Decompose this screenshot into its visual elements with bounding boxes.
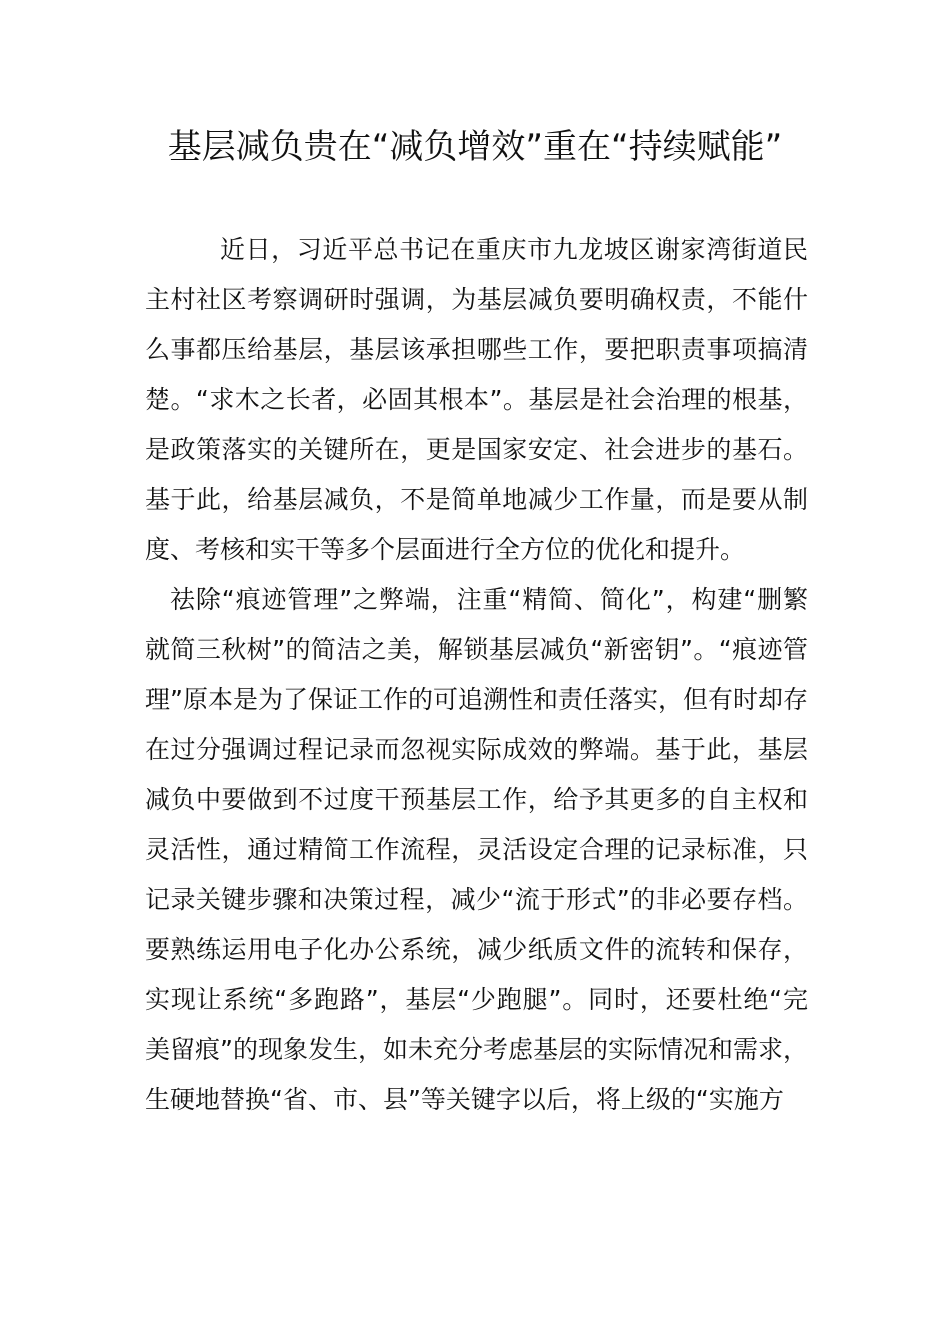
document-body xyxy=(145,225,808,1125)
paragraph-2: 祛除“痕迹管理”之弊端，注重“精简、简化”，构建“删繁就简三秋树”的简洁之美，解锁基层减负“新密钥”。“痕迹管理”原本是为了保证工作的可追溯性和责任落实，但有时却存在过分强调过程记录而忽视实际成效的弊端。基于此，基层减负中要做到不过度干预基层工作，给予其更多的自主权和灵活性，通过精简工作流程，灵活设定合理的记录标准，只记录关键步骤和决策过程，减少“流于形式”的非必要存档。要熟练运用电子化办公系统，减少纸质文件的流转和保存，实现让系统“多跑路”，基层“少跑腿”。同时，还要杜绝“完美留痕”的现象发生，如未充分考虑基层的实际情况和需求，生硬地替换“省、市、县”等关键字以后，将上级的“实施方 xyxy=(145,585,808,1114)
paragraph-1: 近日，习近平总书记在重庆市九龙坡区谢家湾街道民主村社区考察调研时强调，为基层减负要明确权责，不能什么事都压给基层，基层该承担哪些工作，要把职责事项搞清楚。“求木之长者，必固其根本”。基层是社会治理的根基，是政策落实的关键所在，更是国家安定、社会进步的基石。基于此，给基层减负，不是简单地减少工作量，而是要从制度、考核和实干等多个层面进行全方位的优化和提升。 xyxy=(145,235,808,564)
document-title: 基层减负贵在“减负增效”重在“持续赋能” xyxy=(167,127,783,167)
